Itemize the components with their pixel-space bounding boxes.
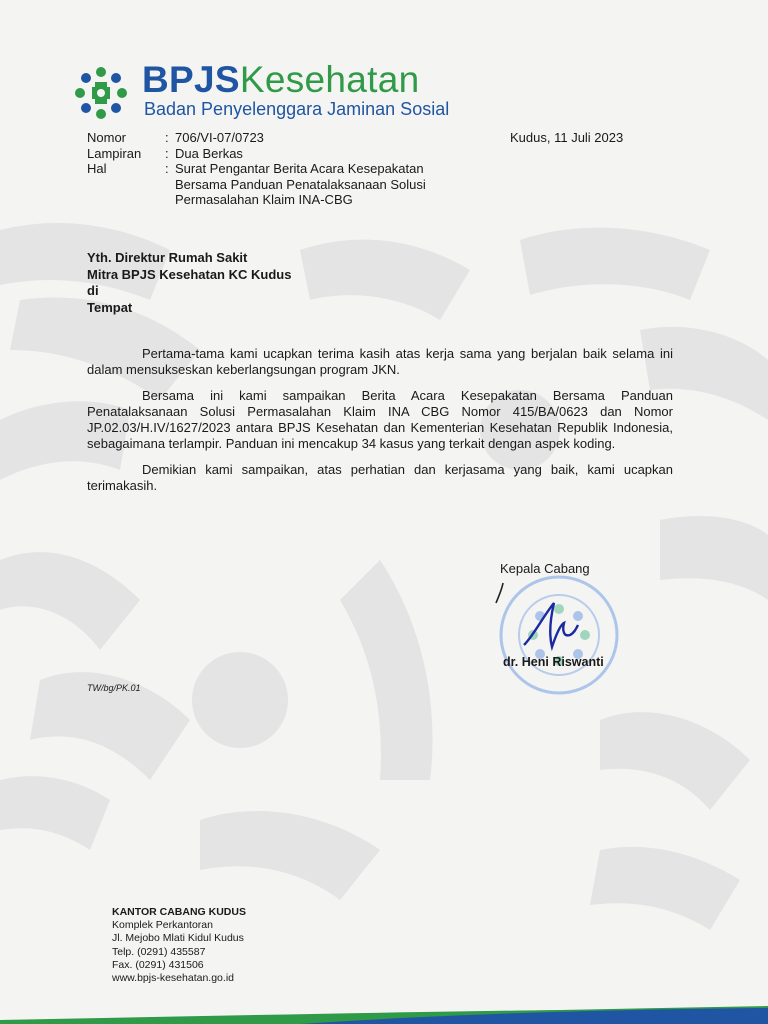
lampiran-colon: : (165, 145, 169, 161)
brand-kesehatan: Kesehatan (239, 59, 420, 100)
footer-line-1: Komplek Perkantoran (112, 919, 213, 932)
body-paragraph-2: Bersama ini kami sampaikan Berita Acara Kesepakatan Bersama Panduan Penatalaksanaan Solusi Permasalahan Klaim INA CBG Nomor 415/BA/0623 dan Nomor JP.02.03/H.IV/1627/2023 antara BPJS Kesehatan dan Kementerian Kesehatan Republik Indonesia, sebagaimana terlampir. Panduan ini mencakup 34 kasus yang terkait dengan aspek koding. (87, 388, 673, 451)
meta-lampiran (87, 146, 465, 162)
nomor-colon: : (165, 130, 169, 145)
body-paragraph-1: Pertama-tama kami ucapkan terima kasih atas kerja sama yang berjalan baik selama ini dalam mensukseskan keberlangsungan program JKN. (87, 346, 673, 377)
official-stamp-icon (494, 575, 624, 695)
reference-code: TW/bg/PK.01 (87, 683, 141, 693)
hal-line-1: Surat Pengantar Berita Acara Kesepakatan (175, 161, 424, 176)
footer-title: KANTOR CABANG KUDUS (112, 906, 246, 918)
brand-subtitle: Badan Penyelenggara Jaminan Sosial (144, 99, 450, 119)
bpjs-logo-icon (72, 64, 130, 122)
footer-line-4: Fax. (0291) 431506 (112, 958, 204, 971)
meta-nomor (87, 130, 465, 146)
letter-meta (87, 130, 465, 208)
hal-label: Hal (87, 161, 107, 176)
letter-date: Kudus, 11 Juli 2023 (510, 130, 624, 145)
brand-bpjs: BPJS (142, 59, 240, 100)
footer-website: www.bpjs-kesehatan.go.id (112, 972, 234, 985)
signatory-title: Kepala Cabang (500, 561, 590, 576)
meta-hal (87, 161, 465, 208)
footer-line-3: Telp. (0291) 435587 (112, 945, 206, 958)
recipient-line-4: Tempat (87, 299, 133, 315)
hal-colon: : (165, 161, 169, 176)
letter-body (87, 346, 673, 504)
body-paragraph-3: Demikian kami sampaikan, atas perhatian dan kerjasama yang baik, kami ucapkan terimakasih. (87, 462, 673, 493)
footer-color-band (0, 1002, 768, 1024)
footer-line-2: Jl. Mejobo Mlati Kidul Kudus (112, 932, 244, 945)
recipient-line-2: Mitra BPJS Kesehatan KC Kudus (87, 266, 292, 282)
nomor-label: Nomor (87, 130, 127, 145)
nomor-value: 706/VI-07/0723 (175, 130, 264, 145)
hal-value (175, 161, 465, 208)
recipient-line-1: Yth. Direktur Rumah Sakit (87, 250, 248, 265)
signatory-name: dr. Heni Riswanti (503, 655, 604, 669)
brand-name (142, 58, 419, 102)
lampiran-label: Lampiran (87, 145, 142, 161)
recipient-block (87, 250, 291, 316)
hal-line-3: Permasalahan Klaim INA-CBG (175, 192, 353, 207)
office-footer (112, 906, 246, 985)
recipient-line-3: di (87, 283, 99, 298)
lampiran-value: Dua Berkas (175, 145, 243, 161)
hal-line-2: Bersama Panduan Penatalaksanaan Solusi (175, 176, 426, 192)
